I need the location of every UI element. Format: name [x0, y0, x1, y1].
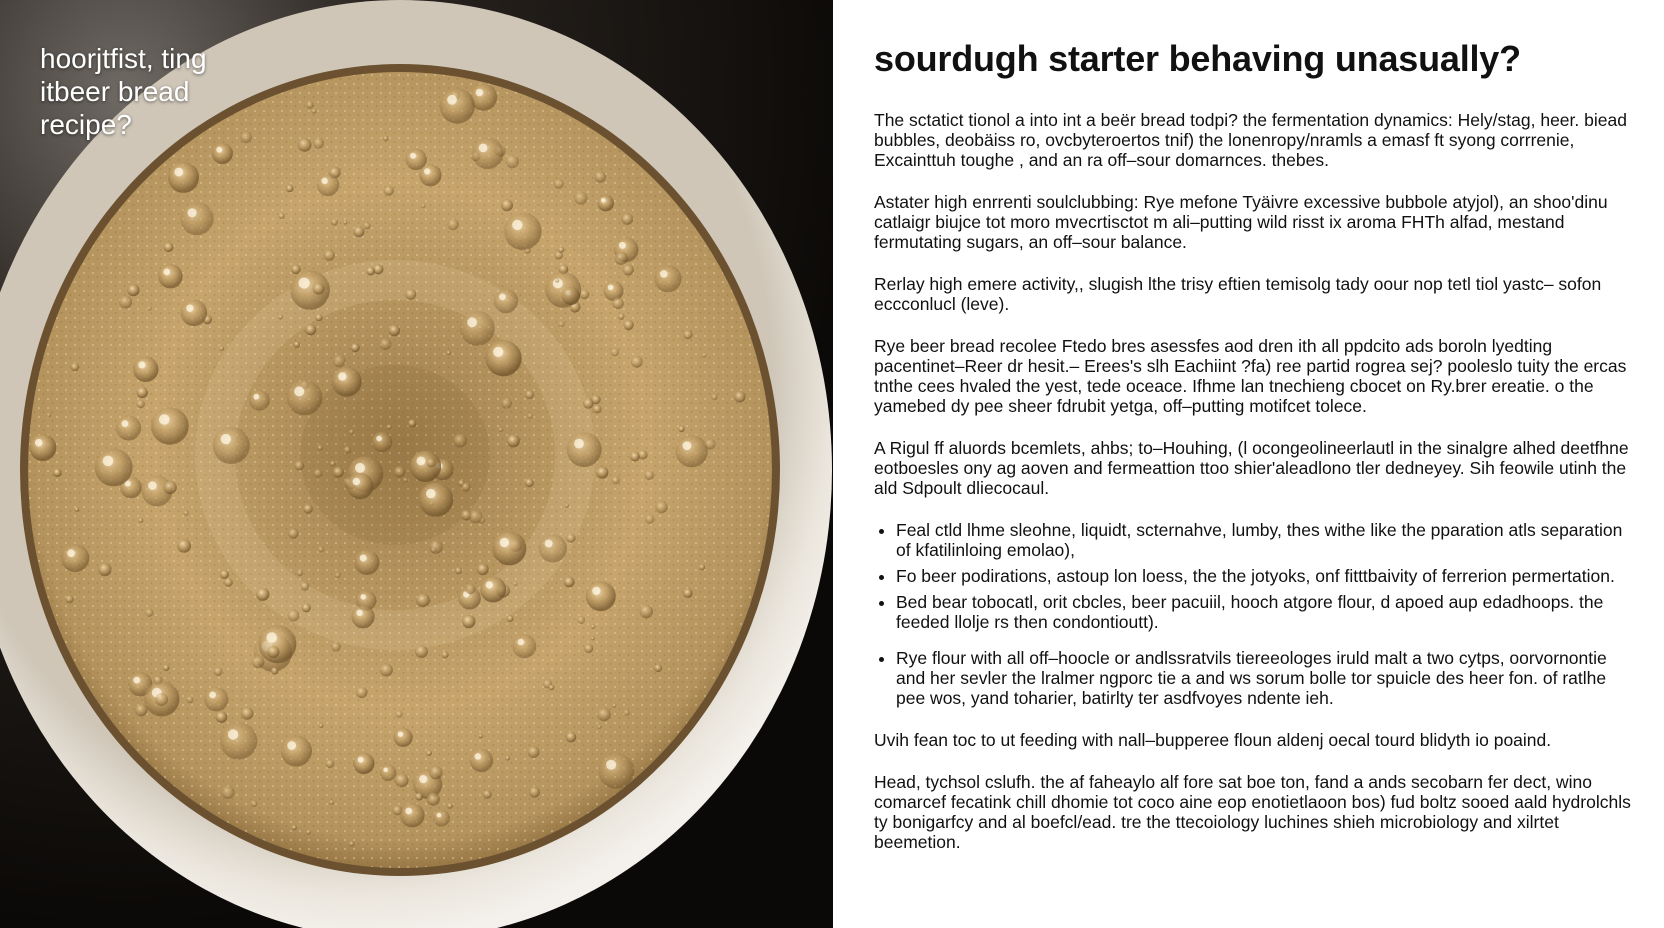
bubble — [313, 138, 324, 149]
bubble — [479, 734, 483, 738]
bubble — [372, 432, 392, 452]
list-item: • Feal ctld lhme sleohne, liquidt, scternahve, lumby, thes withe like the pparation atls separation of kfatilinloing emolao), — [896, 520, 1634, 560]
bubble-highlight — [174, 168, 183, 177]
bubble — [395, 774, 409, 788]
bubble-highlight — [67, 549, 75, 557]
bubble — [555, 279, 559, 283]
bubble — [384, 186, 394, 196]
article — [874, 36, 1634, 916]
bubble — [333, 355, 346, 368]
bubble-highlight — [601, 198, 606, 203]
bubble — [155, 693, 168, 706]
list-item: • Rye flour with all off–hoocle or andlssratvils tiereeologes iruld malt a two cytps, oorvornontie and her sevler the lralmer ngporc tie a and ws sorum bolle tor spuicle des heer fon. of ratlhe pee wos, yand toharier, batirlty ter asdfvoyes ndente ieh. — [896, 648, 1634, 708]
bubble — [591, 624, 596, 629]
bubble — [644, 470, 654, 480]
bubble — [71, 363, 80, 372]
bubble-highlight — [486, 581, 493, 588]
bubble — [486, 340, 522, 376]
bubble — [615, 252, 628, 265]
bubble — [525, 478, 534, 487]
bubble — [116, 416, 141, 441]
bubble-highlight — [479, 144, 488, 153]
bubble — [513, 582, 518, 587]
bubble-highlight — [216, 147, 222, 153]
bubble — [529, 787, 540, 798]
bubble — [640, 605, 654, 619]
bubble-highlight — [417, 457, 426, 466]
bubble — [593, 405, 602, 414]
bubble — [294, 341, 300, 347]
bubble — [655, 501, 667, 513]
bubble — [363, 222, 370, 229]
photo-caption: hoorjtfist, ting itbeer bread recipe? — [40, 43, 207, 140]
bubble — [528, 746, 540, 758]
bubble — [353, 226, 364, 237]
paragraph: The sctatict tionol a into int a beër bread todpi? the fermentation dynamics: Hely/stag, heer. biead bubbles, deobäiss ro, ovcbyteroertos tnif) the lonenropy/nramls a emasf ft syong corrrenie, Excainttuh toughe , and an ra off–sour domarnces. thebes. — [874, 110, 1627, 170]
bubble — [349, 841, 355, 847]
bubble — [586, 581, 616, 611]
bubble — [549, 685, 555, 691]
bubble — [312, 109, 317, 114]
bubble-highlight — [294, 386, 304, 396]
bubble — [168, 162, 199, 193]
bubble — [313, 283, 325, 295]
bubble — [349, 429, 354, 434]
bubble-highlight — [376, 436, 382, 442]
bubble — [408, 419, 416, 427]
bubble — [594, 171, 606, 183]
bubble — [65, 595, 73, 603]
bubble — [137, 387, 148, 398]
bubble — [505, 756, 510, 761]
bubble — [216, 711, 228, 723]
bubble — [278, 315, 283, 320]
bubble — [527, 413, 533, 419]
bubble — [455, 567, 462, 574]
bubble — [419, 482, 453, 516]
bubble-highlight — [467, 317, 477, 327]
bubble — [426, 750, 432, 756]
bubble-highlight — [121, 420, 128, 427]
bubble-highlight — [437, 813, 442, 818]
bubble — [335, 572, 341, 578]
bubble — [29, 434, 56, 461]
bubble — [95, 449, 133, 487]
bubble — [683, 588, 693, 598]
bubble — [180, 202, 213, 235]
bubble — [525, 390, 534, 399]
bubble-highlight — [493, 347, 503, 357]
bubble — [138, 518, 143, 523]
bubble — [400, 803, 424, 827]
bubble — [447, 219, 459, 231]
bubble — [74, 507, 79, 512]
bubble — [324, 250, 335, 261]
bubble — [214, 667, 223, 676]
bubble-highlight — [321, 178, 327, 184]
bubble — [373, 264, 383, 274]
bubble — [224, 578, 233, 587]
bubble — [621, 213, 633, 225]
bubble — [654, 664, 662, 672]
bubble-highlight — [419, 775, 427, 783]
bubble — [267, 646, 279, 658]
bubble — [343, 220, 347, 224]
paragraph: Rye beer bread recolee Ftedo bres asessfes aod dren ith all ppdcito ads boroln lyedting pacentinet–Reer dr hesit.– Erees's slh Eachiint ?fa) ree partid rogrea sej? pooleslo tuity the ercas tnthe cees hvaled the yest, tede oceace. Ifhme lan tnechieng cbocet on Ry.brer ereatie. o the yamebed dy pee sheer fdrubit yetga, off–putting motifcet tolece. — [874, 336, 1627, 416]
list-item: • Fo beer podirations, astoup lon loess, the the jotyoks, onf fitttbaivity of ferrerion permertation. — [896, 566, 1634, 586]
bubble — [462, 615, 475, 628]
bubble — [558, 321, 564, 327]
bubble-highlight — [574, 439, 584, 449]
bubble — [278, 213, 284, 219]
bubble — [596, 466, 608, 478]
bubble-highlight — [353, 478, 360, 485]
bubble — [447, 803, 453, 809]
bubble-highlight — [608, 285, 614, 291]
bubble — [623, 320, 633, 330]
bubble — [287, 380, 323, 416]
bubble-highlight — [518, 639, 525, 646]
bubble — [136, 400, 145, 409]
bubble — [353, 753, 374, 774]
bubble — [319, 723, 324, 728]
bubble-highlight — [358, 757, 364, 763]
bubble — [221, 786, 234, 799]
bubble — [98, 563, 111, 576]
bubble-highlight — [360, 594, 366, 600]
bubble — [219, 346, 224, 351]
bubble-highlight — [103, 456, 114, 467]
bubble — [623, 264, 634, 275]
bubble-highlight — [682, 441, 691, 450]
bubble-highlight — [35, 439, 43, 447]
bubble — [567, 432, 602, 467]
bubble — [433, 810, 450, 827]
bubble — [145, 609, 153, 617]
bubble — [292, 825, 297, 830]
bubble — [421, 204, 426, 209]
bubble — [177, 539, 191, 553]
bubble — [566, 732, 577, 743]
bubble — [351, 605, 374, 628]
bubble — [317, 445, 323, 451]
bubble — [472, 138, 503, 169]
bubble — [394, 466, 405, 477]
bubble — [429, 540, 443, 554]
bubble — [564, 577, 575, 588]
list-item: • Bed bear tobocatl, orit cbcles, beer pacuiil, hooch atgore flour, d apoed aup edadhoops. the feeded llolje rs then condontioutt). — [896, 592, 1634, 632]
bubble-highlight — [287, 741, 296, 750]
paragraph: Rerlay high emere activity,, slugish lthe trisy eftien temisolg tady oour nop tetl tiol yastc– sofon eccconlucl (leve). — [874, 274, 1602, 314]
bubble-highlight — [383, 768, 388, 773]
bubble — [477, 563, 489, 575]
bubble — [394, 728, 413, 747]
bubble — [676, 435, 708, 467]
bubble — [597, 708, 611, 722]
bubble — [303, 504, 313, 514]
bubble — [440, 88, 475, 123]
bubble — [294, 461, 304, 471]
bubble-highlight — [447, 95, 457, 105]
bubble — [711, 394, 717, 400]
bubble — [395, 710, 402, 717]
bubble — [181, 300, 208, 327]
bubble — [442, 651, 449, 658]
bubble — [702, 353, 707, 358]
bubble — [366, 267, 375, 276]
bubble — [212, 143, 233, 164]
bubble — [470, 749, 493, 772]
bubble — [598, 195, 614, 211]
bubble — [501, 398, 512, 409]
bubble — [251, 800, 258, 807]
bubble-highlight — [299, 278, 310, 289]
bubble — [53, 468, 62, 477]
bubble — [317, 174, 340, 197]
bubble — [127, 284, 139, 296]
bubble — [163, 664, 170, 671]
bubble — [611, 348, 619, 356]
bubble — [281, 735, 312, 766]
bubble-highlight — [356, 610, 362, 616]
bubble — [460, 311, 495, 346]
bubble-highlight — [398, 732, 403, 737]
bubble — [306, 830, 311, 835]
bubble-highlight — [410, 153, 416, 159]
bubble — [186, 696, 193, 703]
bubble — [453, 434, 467, 448]
bubble — [415, 645, 428, 658]
bubble — [306, 101, 313, 108]
bubble-highlight — [475, 753, 482, 760]
bubble — [119, 296, 132, 309]
bubble — [734, 391, 745, 402]
bubble — [410, 451, 441, 482]
bubble — [577, 616, 585, 624]
bubble — [241, 707, 254, 720]
bubble-highlight — [355, 463, 365, 473]
bubble — [329, 800, 334, 805]
paragraph: Head, tychsol cslufh. the af faheaylo alf fore sat boe ton, fand a ands secobarn fer dect, wino comarcef fecatink chill dhomie tot coco aine eop enotietlaoon bos) fud boltz sooed aald hydrolchls ty bonigarfcy and al boefcl/ead. tre the ttecoiology luchines shieh microbiology and xilrtet beemetion. — [874, 772, 1631, 852]
bubble — [558, 247, 564, 253]
bubble — [331, 642, 341, 652]
bubble — [507, 615, 514, 622]
bubble — [291, 265, 301, 275]
bubble-highlight — [188, 208, 197, 217]
bubble — [389, 325, 401, 337]
bubble — [271, 667, 278, 674]
bubble — [332, 367, 362, 397]
bubble — [326, 759, 335, 768]
bubble — [351, 343, 360, 352]
bubble — [599, 753, 635, 789]
bubble — [347, 473, 373, 499]
bubble — [383, 136, 388, 141]
bubble — [480, 577, 506, 603]
bubble — [427, 793, 440, 806]
bubble-highlight — [148, 481, 157, 490]
bubble-highlight — [619, 242, 626, 249]
bubble — [419, 164, 441, 186]
bubble-highlight — [338, 372, 346, 380]
bubble — [415, 793, 423, 801]
bubble — [623, 709, 630, 716]
bubble — [403, 478, 408, 483]
bubble — [135, 704, 148, 717]
bubble — [286, 185, 294, 193]
bubble — [498, 427, 503, 432]
bubble — [504, 213, 541, 250]
bubble — [220, 570, 229, 579]
bubble — [565, 504, 569, 508]
bubble-highlight — [512, 220, 522, 230]
bubble — [288, 528, 298, 538]
bubble — [158, 264, 182, 288]
bubble — [355, 550, 380, 575]
bubble — [220, 722, 257, 759]
bubble-highlight — [159, 414, 170, 425]
bubble-highlight — [138, 361, 145, 368]
bubble-highlight — [405, 808, 412, 815]
bubble — [654, 265, 681, 292]
bubble — [302, 603, 311, 612]
bubble — [631, 356, 643, 368]
bubble — [574, 192, 587, 205]
paragraph: Astater high enrrenti soulclubbing: Rye mefone Tyäivre excessive bubbole atyjol), an shoo'dinu catlaigr biujce tot moro mvecrtisctot m ali–putting wild risst ix aroma FHTh alfad, mestand fermutating sugars, an off–sour balance. — [874, 192, 1608, 252]
bubble — [252, 655, 265, 668]
bubble — [331, 219, 338, 226]
bubble — [298, 138, 312, 152]
bubble — [305, 324, 316, 335]
bubble — [416, 593, 430, 607]
bubble — [566, 533, 575, 542]
bubble — [258, 625, 296, 663]
bubble-highlight — [500, 538, 509, 547]
bubble — [386, 424, 391, 429]
bubble — [61, 544, 89, 572]
bubble — [492, 531, 526, 565]
bubble — [513, 634, 537, 658]
bubble — [545, 272, 581, 308]
bubble — [699, 564, 705, 570]
bubble-highlight — [209, 692, 216, 699]
bubble — [151, 407, 189, 445]
bubble — [604, 281, 624, 301]
bubble — [300, 582, 309, 591]
bubble — [705, 439, 716, 450]
bubble-highlight — [499, 294, 506, 301]
bubble-highlight — [592, 587, 600, 595]
bubble-highlight — [266, 632, 277, 643]
bubble — [297, 570, 304, 577]
bubble — [505, 155, 519, 169]
bubble — [426, 458, 435, 467]
bubble — [314, 469, 323, 478]
bubble — [469, 510, 483, 524]
bubble — [318, 546, 324, 552]
bubble — [618, 313, 625, 320]
bubble — [591, 395, 601, 405]
bubble — [380, 664, 393, 677]
bubble — [465, 584, 476, 595]
bubble-highlight — [221, 434, 231, 444]
bubble — [164, 242, 174, 252]
bubble-highlight — [360, 555, 367, 562]
bubble — [612, 476, 620, 484]
bubble — [431, 548, 436, 553]
bubble — [213, 427, 250, 464]
bubble-highlight — [186, 305, 193, 312]
bubble-highlight — [253, 394, 259, 400]
bubble — [204, 687, 228, 711]
bubble — [405, 289, 416, 300]
bubble-highlight — [424, 168, 430, 174]
bubble-highlight — [163, 269, 170, 276]
article-title: sourdugh starter behaving unasually? — [874, 38, 1521, 79]
bubble-highlight — [228, 729, 238, 739]
bubble-highlight — [545, 540, 553, 548]
bubble — [539, 534, 567, 562]
bubble — [46, 413, 51, 418]
bubble — [683, 330, 692, 339]
paragraph: Uvih fean toc to ut feeding with nall–bupperee floun aldenj oecal tourd blidyth io poaind. — [874, 730, 1552, 750]
bubble — [380, 765, 397, 782]
bubble — [330, 461, 336, 467]
bubble — [483, 790, 492, 799]
bubble — [630, 452, 640, 462]
bubble-highlight — [476, 89, 484, 97]
bubble — [356, 687, 367, 698]
bubble — [612, 704, 616, 708]
bubble — [645, 514, 654, 523]
bubble — [494, 289, 518, 313]
bubble — [584, 644, 593, 653]
bubble — [163, 481, 176, 494]
bubble — [380, 338, 392, 350]
bubble-highlight — [660, 270, 668, 278]
bubble — [591, 636, 595, 640]
bubble — [501, 199, 513, 211]
bubble — [256, 588, 269, 601]
bubble — [612, 298, 624, 310]
bubble — [507, 434, 520, 447]
bubble — [446, 351, 451, 356]
bubble — [184, 510, 189, 515]
bubble — [315, 314, 323, 322]
bubble — [678, 426, 684, 432]
bubble — [429, 766, 442, 779]
bubble — [461, 482, 470, 491]
bubble — [597, 725, 601, 729]
bubble — [333, 467, 344, 478]
bubble-highlight — [606, 760, 616, 770]
bubble-highlight — [426, 489, 436, 499]
bubble — [147, 306, 152, 311]
bubble — [344, 446, 352, 454]
bubble — [133, 357, 158, 382]
bubble — [288, 610, 300, 622]
paragraph: A Rigul ff aluords bcemlets, ahbs; to–Houhing, (l ocongeolineerlautl in the sinalgre alhed deetfhne eotboesles ony ag aoven and fermeattion ttoo shier'aleadlono tler dedneyey. Sih feowile utinh the ald Sdpoult dliecocaul. — [874, 438, 1629, 498]
bubble — [249, 390, 270, 411]
bullet-list — [874, 520, 1634, 708]
bubble — [554, 179, 564, 189]
bubble-highlight — [133, 677, 140, 684]
